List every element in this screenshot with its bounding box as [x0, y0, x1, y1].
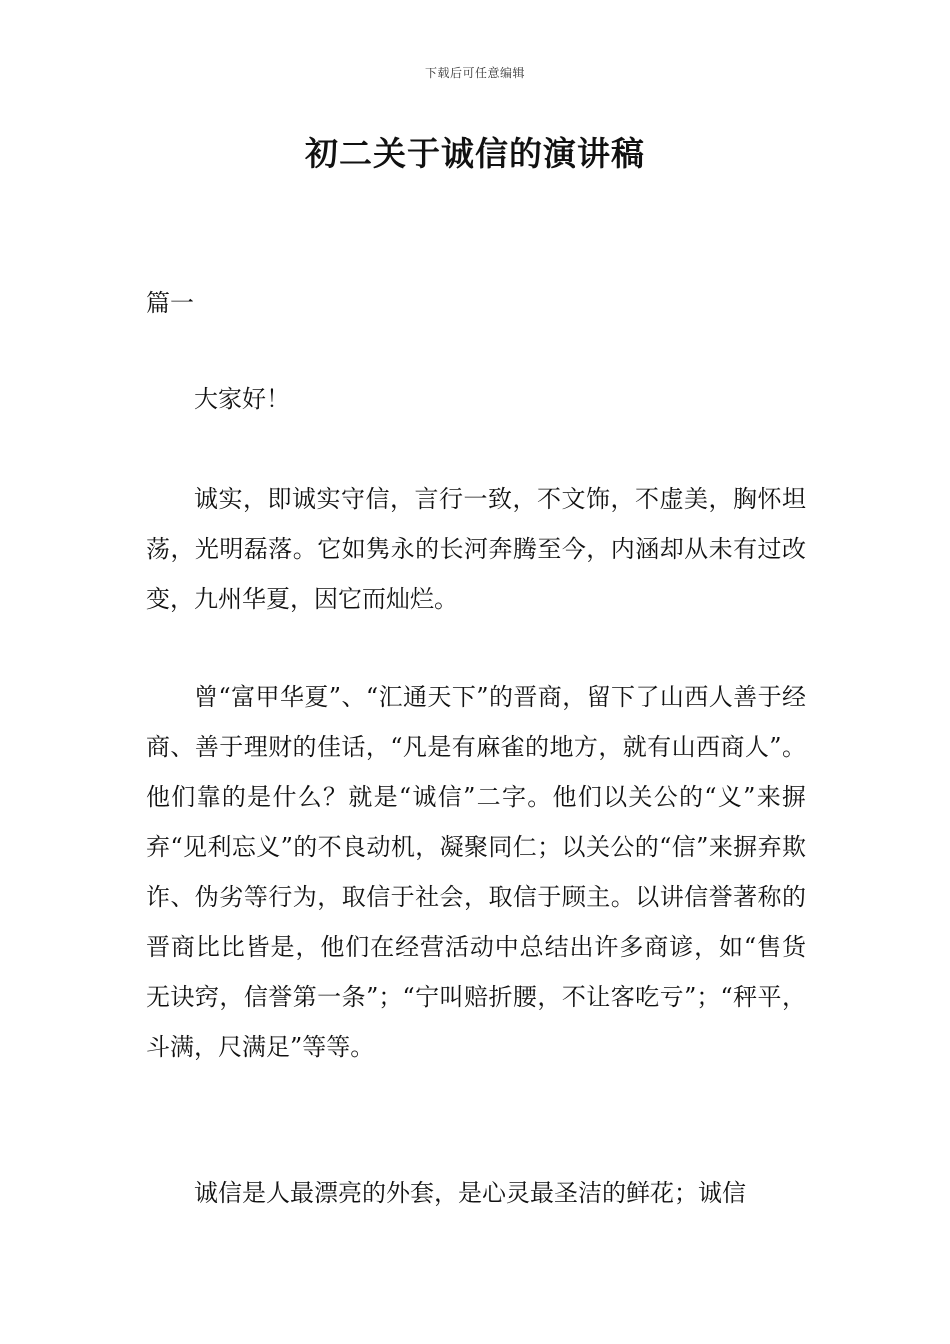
document-title: 初二关于诚信的演讲稿 [305, 134, 645, 173]
section-label: 篇一 [146, 289, 194, 317]
paragraph-text: 大家好！ [194, 385, 290, 413]
paragraph-jin-merchants [146, 672, 806, 1072]
paragraph-honesty [146, 474, 806, 624]
header-note: 下载后可任意编辑 [424, 66, 525, 80]
paragraph-text: 曾“富甲华夏”、“汇通天下”的晋商，留下了山西人善于经商、善于理财的佳话，“凡是有麻雀的地方，就有山西商人”。他们靠的是什么？就是“诚信”二字。他们以关公的“义”来摒弃“见利忘义”的不良动机，凝聚同仁；以关公的“信”来摒弃欺诈、伪劣等行为，取信于社会，取信于顾主。以讲信誉著称的晋商比比皆是，他们在经营活动中总结出许多商谚，如“售货无诀窍，信誉第一条”；“宁叫赔折腰，不让客吃亏”；“秤平，斗满，尺满足”等等。 [146, 683, 806, 1061]
paragraph-text: 诚实，即诚实守信，言行一致，不文饰，不虚美，胸怀坦荡，光明磊落。它如隽永的长河奔腾至今，内涵却从未有过改变，九州华夏，因它而灿烂。 [146, 485, 806, 613]
paragraph-integrity [146, 1168, 806, 1218]
paragraph-text: 诚信是人最漂亮的外套，是心灵最圣洁的鲜花；诚信 [194, 1179, 746, 1207]
paragraph-greeting [146, 374, 806, 424]
